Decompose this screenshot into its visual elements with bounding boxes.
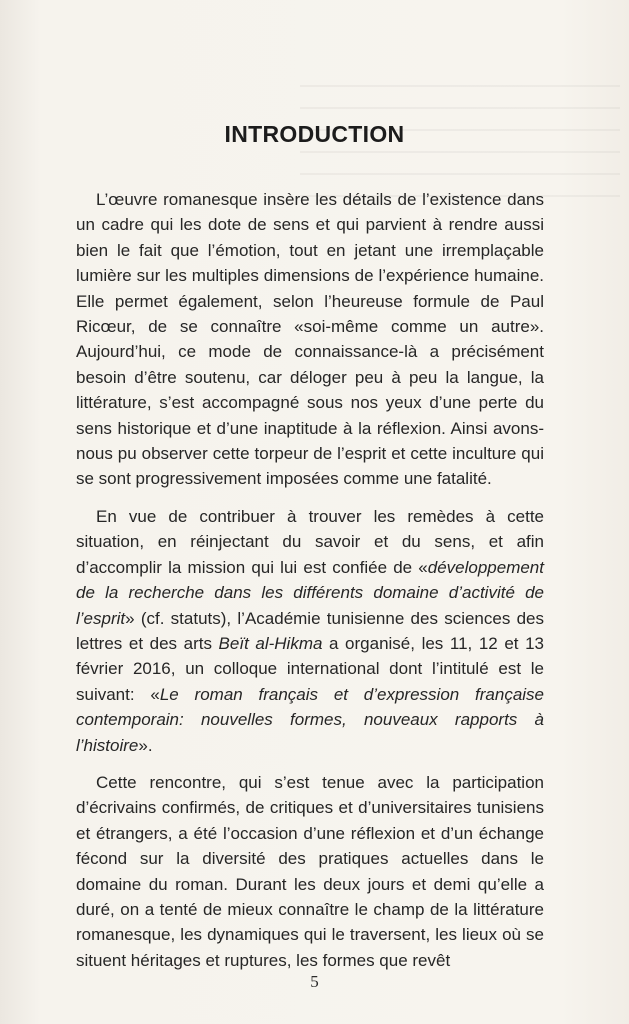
paragraph bbox=[76, 187, 544, 492]
italic-text: développement de la recherche dans les différents domaine d’activité de l’esprit bbox=[76, 557, 544, 628]
italic-text: Beït al-Hikma bbox=[218, 633, 323, 653]
text-run: Cette rencontre, qui s’est tenue avec la participation d’écrivains confirmés, de critiques et d’universitaires tunisiens et étrangers, a été l’occasion d’une réflexion et d’un échange fécond sur la diversité des pratiques actuelles dans le domaine du roman. Durant les deux jours et demi qu’elle a duré, on a tenté de mieux connaître le champ de la littérature romanesque, les dynamiques qui le traversent, les lieux où se situent héritages et ruptures, les formes que revêt bbox=[76, 772, 544, 970]
text-run: L’œuvre romanesque insère les détails de l’existence dans un cadre qui les dote de sens et qui parvient à rendre aussi bien le fait que l’émotion, tout en jetant une irremplaçable lumière sur les multiples dimensions de l’expérience humaine. Elle permet également, selon l’heureuse formule de Paul Ricœur, de se connaître «soi-même comme un autre». Aujourd’hui, ce mode de connaissance-là a précisément besoin d’être soutenu, car déloger peu à peu la langue, la littérature, s’est accompagné sous nos yeux d’une perte du sens historique et d’une inaptitude à la réflexion. Ainsi avons-nous pu observer cette torpeur de l’esprit et cette inculture qui se sont progressivement imposées comme une fatalité. bbox=[76, 190, 544, 489]
text-run: En vue de contribuer à trouver les remèdes à cette situation, en réinjectant du savoir et du sens, et afin d’accomplir la mission qui lui est confiée de « bbox=[76, 506, 544, 577]
text-run: » (cf. statuts), l’Académie tunisienne des sciences des lettres et des arts bbox=[76, 608, 544, 653]
paragraph bbox=[76, 770, 544, 973]
text-run: ». bbox=[138, 735, 153, 755]
paragraph bbox=[76, 504, 544, 758]
text-run: a organisé, les 11, 12 et 13 février 2016, un colloque international dont l’intitulé est le suivant: « bbox=[76, 633, 544, 704]
body-text bbox=[76, 187, 544, 973]
italic-text: Le roman français et d’expression française contemporain: nouvelles formes, nouveaux rapports à l’histoire bbox=[76, 684, 545, 755]
page-number: 5 bbox=[310, 972, 319, 991]
chapter-title: INTRODUCTION bbox=[224, 121, 405, 147]
